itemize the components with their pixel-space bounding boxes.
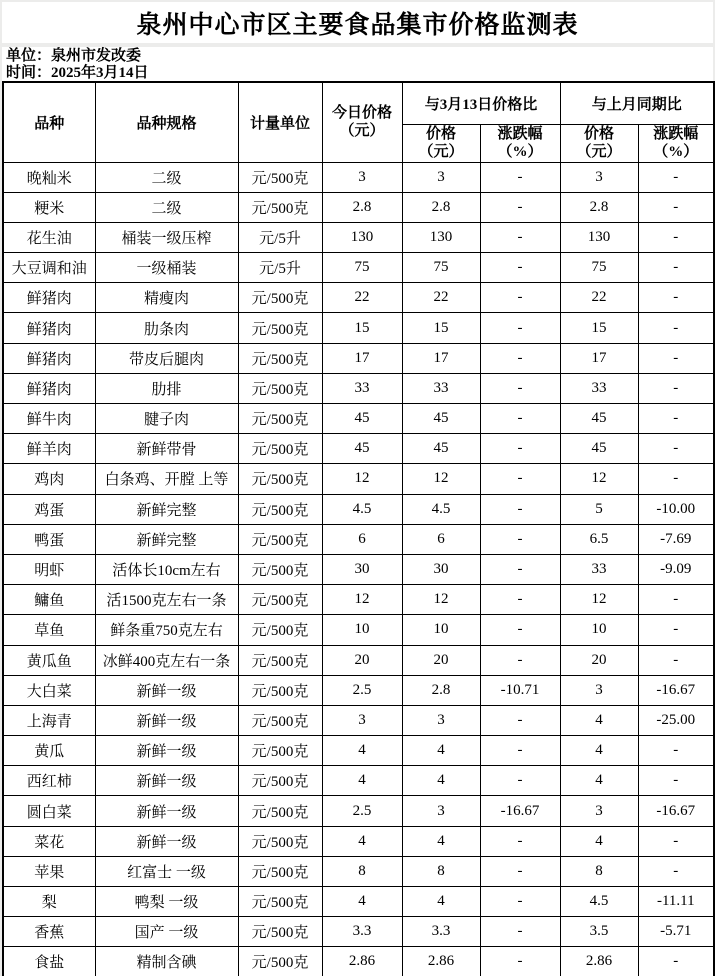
header-vs-last-month-change: [638, 124, 714, 162]
today-price-cell: 12: [322, 464, 402, 494]
vs-march13-change-cell: -: [480, 192, 560, 222]
vs-last-month-price-cell: 33: [560, 554, 638, 584]
spec-cell: 白条鸡、开膛 上等: [95, 464, 238, 494]
vs-march13-change-cell: -: [480, 887, 560, 917]
spec-cell: 腱子肉: [95, 404, 238, 434]
unit-cell: 元/500克: [238, 856, 322, 886]
unit-cell: 元/500克: [238, 494, 322, 524]
unit-cell: 元/500克: [238, 585, 322, 615]
spec-cell: 活体长10cm左右: [95, 554, 238, 584]
vs-last-month-change-cell: -: [638, 826, 714, 856]
vs-last-month-change-cell: -: [638, 192, 714, 222]
table-row: [3, 253, 714, 283]
spec-cell: 新鲜完整: [95, 494, 238, 524]
header-vs-last-month-price-line1: 价格: [584, 126, 615, 142]
today-price-cell: 3: [322, 162, 402, 192]
variety-cell: 鲜猪肉: [3, 283, 95, 313]
table-row: [3, 404, 714, 434]
vs-march13-change-cell: -: [480, 494, 560, 524]
unit-cell: 元/500克: [238, 524, 322, 554]
unit-cell: 元/500克: [238, 766, 322, 796]
vs-last-month-change-cell: -: [638, 162, 714, 192]
variety-cell: 香蕉: [3, 917, 95, 947]
vs-last-month-change-cell: -: [638, 373, 714, 403]
vs-last-month-change-cell: -: [638, 645, 714, 675]
variety-cell: 鲜猪肉: [3, 313, 95, 343]
spec-cell: 红富士 一级: [95, 856, 238, 886]
today-price-cell: 75: [322, 253, 402, 283]
vs-last-month-change-cell: -5.71: [638, 917, 714, 947]
variety-cell: 鳙鱼: [3, 585, 95, 615]
today-price-cell: 6: [322, 524, 402, 554]
spec-cell: 二级: [95, 192, 238, 222]
variety-cell: 圆白菜: [3, 796, 95, 826]
today-price-cell: 3.3: [322, 917, 402, 947]
table-row: [3, 524, 714, 554]
vs-last-month-price-cell: 2.8: [560, 192, 638, 222]
table-body: [3, 162, 714, 976]
spec-cell: 二级: [95, 162, 238, 192]
unit-cell: 元/500克: [238, 192, 322, 222]
header-vs-march13-price-line1: 价格: [425, 126, 456, 142]
spec-cell: 鲜条重750克左右: [95, 615, 238, 645]
unit-cell: 元/500克: [238, 917, 322, 947]
today-price-cell: 2.5: [322, 675, 402, 705]
vs-march13-price-cell: 3: [402, 162, 480, 192]
vs-march13-price-cell: 33: [402, 373, 480, 403]
vs-last-month-price-cell: 4: [560, 766, 638, 796]
vs-march13-change-cell: -: [480, 585, 560, 615]
vs-last-month-price-cell: 4.5: [560, 887, 638, 917]
header-vs-march13-price-line2: （元）: [418, 144, 464, 160]
vs-last-month-change-cell: -16.67: [638, 796, 714, 826]
vs-last-month-change-cell: -: [638, 222, 714, 252]
vs-march13-change-cell: -10.71: [480, 675, 560, 705]
vs-last-month-change-cell: -25.00: [638, 705, 714, 735]
header-unit: 计量单位: [238, 82, 322, 162]
spec-cell: 新鲜带骨: [95, 434, 238, 464]
vs-march13-change-cell: -: [480, 253, 560, 283]
page-title: 泉州中心市区主要食品集市价格监测表: [136, 11, 579, 39]
info-block: [2, 47, 713, 81]
header-today-price-line1: 今日价格: [331, 105, 392, 122]
vs-march13-price-cell: 17: [402, 343, 480, 373]
spec-cell: 新鲜一级: [95, 675, 238, 705]
spec-cell: 一级桶装: [95, 253, 238, 283]
vs-march13-price-cell: 20: [402, 645, 480, 675]
variety-cell: 上海青: [3, 705, 95, 735]
unit-cell: 元/500克: [238, 675, 322, 705]
variety-cell: 鲜羊肉: [3, 434, 95, 464]
vs-march13-price-cell: 6: [402, 524, 480, 554]
variety-cell: 粳米: [3, 192, 95, 222]
unit-cell: 元/5升: [238, 253, 322, 283]
today-price-cell: 30: [322, 554, 402, 584]
spec-cell: 新鲜完整: [95, 524, 238, 554]
spec-cell: 带皮后腿肉: [95, 343, 238, 373]
table-row: [3, 615, 714, 645]
unit-cell: 元/500克: [238, 404, 322, 434]
spec-cell: 活1500克左右一条: [95, 585, 238, 615]
vs-march13-price-cell: 2.86: [402, 947, 480, 976]
unit-cell: 元/500克: [238, 554, 322, 584]
vs-march13-change-cell: -: [480, 947, 560, 976]
vs-march13-price-cell: 45: [402, 434, 480, 464]
today-price-cell: 4: [322, 766, 402, 796]
variety-cell: 鲜猪肉: [3, 373, 95, 403]
vs-march13-price-cell: 15: [402, 313, 480, 343]
variety-cell: 大豆调和油: [3, 253, 95, 283]
variety-cell: 黄瓜鱼: [3, 645, 95, 675]
today-price-cell: 33: [322, 373, 402, 403]
today-price-cell: 45: [322, 404, 402, 434]
vs-last-month-price-cell: 12: [560, 464, 638, 494]
vs-last-month-price-cell: 10: [560, 615, 638, 645]
vs-last-month-price-cell: 33: [560, 373, 638, 403]
vs-march13-price-cell: 4.5: [402, 494, 480, 524]
table-row: [3, 162, 714, 192]
unit-cell: 元/500克: [238, 373, 322, 403]
vs-march13-price-cell: 2.8: [402, 675, 480, 705]
vs-march13-change-cell: -: [480, 917, 560, 947]
vs-last-month-change-cell: -9.09: [638, 554, 714, 584]
vs-march13-change-cell: -: [480, 856, 560, 886]
unit-label: 单位：泉州市发改委: [6, 48, 142, 64]
vs-march13-price-cell: 8: [402, 856, 480, 886]
vs-march13-change-cell: -: [480, 283, 560, 313]
vs-march13-price-cell: 22: [402, 283, 480, 313]
unit-cell: 元/500克: [238, 464, 322, 494]
unit-cell: 元/500克: [238, 887, 322, 917]
header-vs-march13-price: [402, 124, 480, 162]
table-row: [3, 826, 714, 856]
vs-march13-price-cell: 3.3: [402, 917, 480, 947]
vs-last-month-change-cell: -: [638, 856, 714, 886]
spec-cell: 精瘦肉: [95, 283, 238, 313]
table-row: [3, 585, 714, 615]
unit-cell: 元/500克: [238, 162, 322, 192]
vs-last-month-change-cell: -: [638, 434, 714, 464]
sheet: [2, 2, 713, 976]
today-price-cell: 22: [322, 283, 402, 313]
today-price-cell: 3: [322, 705, 402, 735]
vs-march13-price-cell: 3: [402, 705, 480, 735]
variety-cell: 鸡蛋: [3, 494, 95, 524]
vs-march13-change-cell: -: [480, 554, 560, 584]
vs-last-month-change-cell: -: [638, 615, 714, 645]
vs-march13-change-cell: -: [480, 826, 560, 856]
spec-cell: 新鲜一级: [95, 826, 238, 856]
header-group-vs-last-month: 与上月同期比: [560, 82, 714, 124]
vs-march13-change-cell: -: [480, 222, 560, 252]
today-price-cell: 2.8: [322, 192, 402, 222]
vs-last-month-change-cell: -10.00: [638, 494, 714, 524]
table-row: [3, 554, 714, 584]
header-group-vs-march13: 与3月13日价格比: [402, 82, 560, 124]
table-row: [3, 705, 714, 735]
header-vs-march13-change-line1: 涨跌幅: [497, 126, 543, 142]
vs-last-month-price-cell: 3: [560, 675, 638, 705]
vs-march13-change-cell: -: [480, 645, 560, 675]
spec-cell: 新鲜一级: [95, 736, 238, 766]
unit-cell: 元/500克: [238, 705, 322, 735]
today-price-cell: 4: [322, 887, 402, 917]
today-price-cell: 2.86: [322, 947, 402, 976]
header-today-price: [322, 82, 402, 162]
vs-march13-price-cell: 4: [402, 736, 480, 766]
vs-last-month-change-cell: -: [638, 283, 714, 313]
unit-cell: 元/5升: [238, 222, 322, 252]
unit-cell: 元/500克: [238, 645, 322, 675]
unit-cell: 元/500克: [238, 283, 322, 313]
vs-last-month-price-cell: 22: [560, 283, 638, 313]
vs-last-month-price-cell: 4: [560, 826, 638, 856]
variety-cell: 食盐: [3, 947, 95, 976]
variety-cell: 鸭蛋: [3, 524, 95, 554]
table-row: [3, 645, 714, 675]
today-price-cell: 10: [322, 615, 402, 645]
vs-last-month-price-cell: 20: [560, 645, 638, 675]
vs-march13-price-cell: 130: [402, 222, 480, 252]
table-row: [3, 675, 714, 705]
table-row: [3, 313, 714, 343]
vs-last-month-price-cell: 45: [560, 404, 638, 434]
vs-march13-price-cell: 4: [402, 887, 480, 917]
vs-march13-price-cell: 2.8: [402, 192, 480, 222]
vs-last-month-change-cell: -: [638, 464, 714, 494]
vs-march13-price-cell: 75: [402, 253, 480, 283]
vs-last-month-price-cell: 6.5: [560, 524, 638, 554]
today-price-cell: 130: [322, 222, 402, 252]
table-row: [3, 736, 714, 766]
unit-cell: 元/500克: [238, 434, 322, 464]
vs-march13-price-cell: 45: [402, 404, 480, 434]
today-price-cell: 12: [322, 585, 402, 615]
vs-march13-change-cell: -: [480, 373, 560, 403]
spec-cell: 国产 一级: [95, 917, 238, 947]
vs-march13-price-cell: 4: [402, 826, 480, 856]
vs-march13-change-cell: -: [480, 313, 560, 343]
vs-last-month-change-cell: -: [638, 585, 714, 615]
table-row: [3, 283, 714, 313]
header-vs-last-month-change-line1: 涨跌幅: [653, 126, 699, 142]
spec-cell: 新鲜一级: [95, 796, 238, 826]
spec-cell: 桶装一级压榨: [95, 222, 238, 252]
today-price-cell: 4: [322, 826, 402, 856]
header-vs-march13-change: [480, 124, 560, 162]
vs-last-month-change-cell: -16.67: [638, 675, 714, 705]
vs-last-month-price-cell: 3.5: [560, 917, 638, 947]
table-row: [3, 917, 714, 947]
vs-last-month-price-cell: 15: [560, 313, 638, 343]
vs-march13-change-cell: -16.67: [480, 796, 560, 826]
table-row: [3, 887, 714, 917]
today-price-cell: 4: [322, 736, 402, 766]
vs-march13-price-cell: 3: [402, 796, 480, 826]
date-label: 时间：2025年3月14日: [6, 64, 149, 81]
vs-last-month-change-cell: -11.11: [638, 887, 714, 917]
vs-march13-change-cell: -: [480, 766, 560, 796]
vs-last-month-change-cell: -: [638, 343, 714, 373]
vs-march13-change-cell: -: [480, 524, 560, 554]
today-price-cell: 17: [322, 343, 402, 373]
unit-cell: 元/500克: [238, 313, 322, 343]
vs-march13-change-cell: -: [480, 615, 560, 645]
spec-cell: 肋排: [95, 373, 238, 403]
variety-cell: 草鱼: [3, 615, 95, 645]
header-vs-last-month-price: [560, 124, 638, 162]
spec-cell: 冰鲜400克左右一条: [95, 645, 238, 675]
variety-cell: 鸡肉: [3, 464, 95, 494]
spec-cell: 新鲜一级: [95, 766, 238, 796]
vs-last-month-price-cell: 4: [560, 705, 638, 735]
vs-march13-price-cell: 4: [402, 766, 480, 796]
vs-last-month-price-cell: 3: [560, 162, 638, 192]
table-row: [3, 947, 714, 976]
today-price-cell: 8: [322, 856, 402, 886]
today-price-cell: 45: [322, 434, 402, 464]
table-row: [3, 766, 714, 796]
variety-cell: 明虾: [3, 554, 95, 584]
title-bar: [2, 2, 713, 43]
table-row: [3, 434, 714, 464]
vs-last-month-change-cell: -: [638, 313, 714, 343]
unit-cell: 元/500克: [238, 343, 322, 373]
table-row: [3, 494, 714, 524]
vs-last-month-price-cell: 12: [560, 585, 638, 615]
vs-march13-price-cell: 12: [402, 464, 480, 494]
today-price-cell: 2.5: [322, 796, 402, 826]
today-price-cell: 15: [322, 313, 402, 343]
vs-last-month-price-cell: 5: [560, 494, 638, 524]
vs-last-month-price-cell: 8: [560, 856, 638, 886]
vs-march13-change-cell: -: [480, 464, 560, 494]
vs-last-month-price-cell: 130: [560, 222, 638, 252]
today-price-cell: 20: [322, 645, 402, 675]
variety-cell: 晚籼米: [3, 162, 95, 192]
today-price-cell: 4.5: [322, 494, 402, 524]
vs-last-month-change-cell: -7.69: [638, 524, 714, 554]
spec-cell: 肋条肉: [95, 313, 238, 343]
table-row: [3, 222, 714, 252]
table-row: [3, 373, 714, 403]
unit-cell: 元/500克: [238, 615, 322, 645]
vs-last-month-price-cell: 17: [560, 343, 638, 373]
vs-last-month-price-cell: 45: [560, 434, 638, 464]
vs-march13-price-cell: 12: [402, 585, 480, 615]
header-vs-march13-change-line2: （%）: [497, 144, 543, 160]
spec-cell: 新鲜一级: [95, 705, 238, 735]
header-spec: 品种规格: [95, 82, 238, 162]
vs-last-month-change-cell: -: [638, 253, 714, 283]
header-vs-last-month-price-line2: （元）: [576, 144, 622, 160]
vs-last-month-price-cell: 2.86: [560, 947, 638, 976]
spec-cell: 鸭梨 一级: [95, 887, 238, 917]
vs-last-month-change-cell: -: [638, 404, 714, 434]
vs-last-month-price-cell: 75: [560, 253, 638, 283]
unit-cell: 元/500克: [238, 826, 322, 856]
variety-cell: 梨: [3, 887, 95, 917]
vs-march13-change-cell: -: [480, 162, 560, 192]
vs-march13-price-cell: 10: [402, 615, 480, 645]
price-table: [2, 81, 715, 976]
vs-last-month-change-cell: -: [638, 766, 714, 796]
vs-march13-change-cell: -: [480, 434, 560, 464]
table-row: [3, 464, 714, 494]
vs-march13-change-cell: -: [480, 736, 560, 766]
variety-cell: 西红柿: [3, 766, 95, 796]
header-today-price-line2: （元）: [339, 123, 385, 140]
unit-cell: 元/500克: [238, 796, 322, 826]
table-row: [3, 796, 714, 826]
vs-march13-change-cell: -: [480, 404, 560, 434]
vs-last-month-price-cell: 3: [560, 796, 638, 826]
spec-cell: 精制含碘: [95, 947, 238, 976]
table-row: [3, 343, 714, 373]
vs-last-month-price-cell: 4: [560, 736, 638, 766]
table-row: [3, 856, 714, 886]
vs-march13-change-cell: -: [480, 343, 560, 373]
vs-march13-change-cell: -: [480, 705, 560, 735]
variety-cell: 大白菜: [3, 675, 95, 705]
unit-cell: 元/500克: [238, 736, 322, 766]
table-row: [3, 192, 714, 222]
vs-last-month-change-cell: -: [638, 736, 714, 766]
unit-cell: 元/500克: [238, 947, 322, 976]
variety-cell: 苹果: [3, 856, 95, 886]
vs-last-month-change-cell: -: [638, 947, 714, 976]
variety-cell: 花生油: [3, 222, 95, 252]
header-variety: 品种: [3, 82, 95, 162]
variety-cell: 鲜猪肉: [3, 343, 95, 373]
header-vs-last-month-change-line2: （%）: [653, 144, 699, 160]
vs-march13-price-cell: 30: [402, 554, 480, 584]
variety-cell: 鲜牛肉: [3, 404, 95, 434]
variety-cell: 菜花: [3, 826, 95, 856]
variety-cell: 黄瓜: [3, 736, 95, 766]
